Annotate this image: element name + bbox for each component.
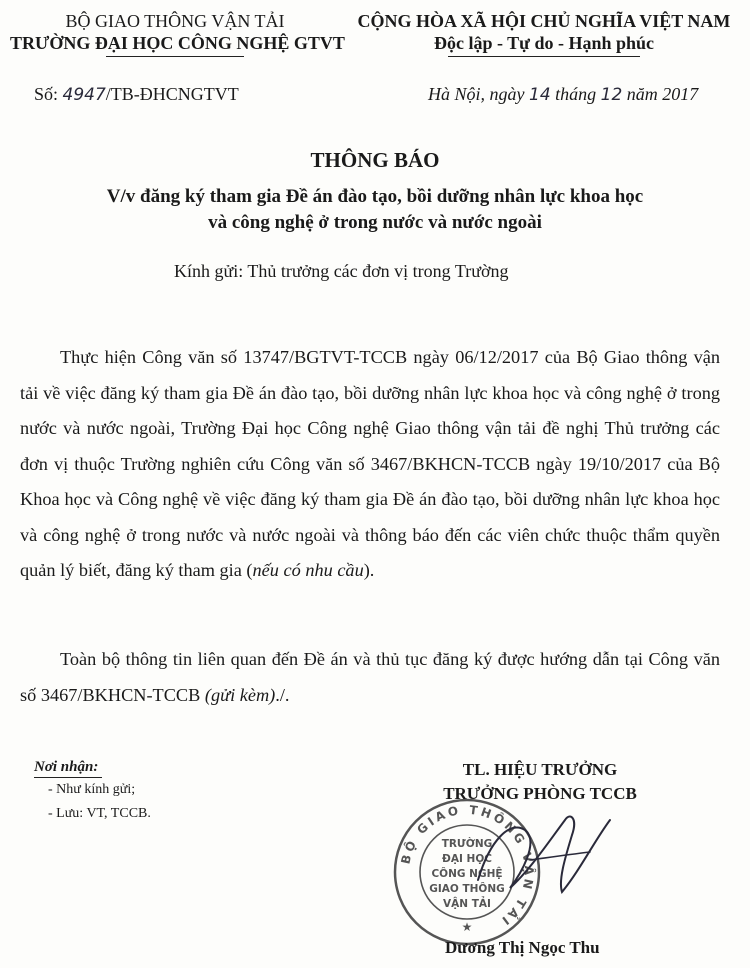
subject-line-2: và công nghệ ở trong nước và nước ngoài [208, 212, 542, 233]
country-name: CỘNG HÒA XÃ HỘI CHỦ NGHĨA VIỆT NAM [357, 11, 731, 31]
date-place: Hà Nội, ngày [428, 84, 529, 104]
seal-star-icon: ★ [461, 920, 473, 934]
date-day: 14 [529, 85, 551, 105]
body-paragraph-1 [20, 340, 720, 589]
date-year: năm 2017 [622, 84, 699, 104]
signature-title-line-2: TRƯỞNG PHÒNG TCCB [443, 784, 637, 803]
issuer-header [10, 10, 345, 54]
seal-inner-line: ĐẠI HỌC [442, 853, 492, 865]
seal-inner-line: TRƯỜNG [441, 838, 493, 850]
signature-title-line-1: TL. HIỆU TRƯỞNG [462, 760, 618, 779]
national-motto: Độc lập - Tự do - Hạnh phúc [433, 33, 655, 53]
document-number-handwritten: 4947 [62, 85, 106, 105]
seal-outer-text: BỘ GIAO THÔNG VẬN TẢI [398, 802, 537, 930]
document-date [428, 84, 698, 105]
date-month-label: tháng [550, 84, 601, 104]
document-subject [20, 184, 730, 236]
ministry-name: BỘ GIAO THÔNG VẬN TẢI [65, 11, 285, 31]
paragraph-2-text: Toàn bộ thông tin liên quan đến Đề án và thủ tục đăng ký được hướng dẫn tại Công văn số 3467/BKHCN-TCCB [20, 649, 720, 705]
signer-name: Dương Thị Ngọc Thu [445, 938, 600, 957]
document-number-suffix: /TB-ĐHCNGTVT [105, 84, 239, 104]
recipient-item: - Lưu: VT, TCCB. [48, 806, 151, 821]
paragraph-2-end: ./. [275, 684, 290, 705]
document-title: THÔNG BÁO [310, 148, 440, 172]
paragraph-1-end: ). [363, 560, 375, 580]
date-month: 12 [600, 85, 623, 105]
body-paragraph-2 [20, 642, 720, 713]
seal-inner-line: CÔNG NGHỆ [431, 868, 503, 880]
issuer-underline [106, 56, 244, 57]
document-number-prefix: Số: [34, 84, 63, 104]
school-name: TRƯỜNG ĐẠI HỌC CÔNG NGHỆ GTVT [10, 33, 345, 53]
paragraph-1-text: Thực hiện Công văn số 13747/BGTVT-TCCB ngày 06/12/2017 của Bộ Giao thông vận tải về việc đăng ký tham gia Đề án đào tạo, bồi dưỡng nhân lực khoa học và công nghệ ở trong nước và nước ngoài, Trường Đại học Công nghệ Giao thông vận tải đề nghị Thủ trưởng các đơn vị thuộc Trường nghiên cứu Công văn số 3467/BKHCN-TCCB ngày 19/10/2017 của Bộ Khoa học và Công nghệ về việc đăng ký tham gia Đề án đào tạo, bồi dưỡng nhân lực khoa học và công nghệ ở trong nước và nước ngoài và thông báo đến các viên chức thuộc thẩm quyền quản lý biết, đăng ký tham gia ( [20, 347, 720, 580]
seal-inner-line: VẬN TẢI [443, 898, 491, 910]
seal-inner-line: GIAO THÔNG [429, 883, 505, 895]
motto-underline [448, 56, 640, 57]
recipients-title-underline [34, 777, 102, 778]
subject-line-1: V/v đăng ký tham gia Đề án đào tạo, bồi dưỡng nhân lực khoa học [106, 186, 644, 207]
paragraph-1-italic: nếu có nhu cầu [252, 560, 364, 580]
handwritten-signature [470, 800, 620, 910]
recipient-item: - Như kính gửi; [48, 782, 136, 797]
paragraph-2-italic: (gửi kèm) [204, 684, 276, 705]
recipient-line: Kính gửi: Thủ trưởng các đơn vị trong Trường [174, 261, 509, 281]
document-number [34, 84, 239, 105]
recipients-title: Nơi nhận: [34, 759, 99, 775]
national-header [345, 10, 743, 54]
